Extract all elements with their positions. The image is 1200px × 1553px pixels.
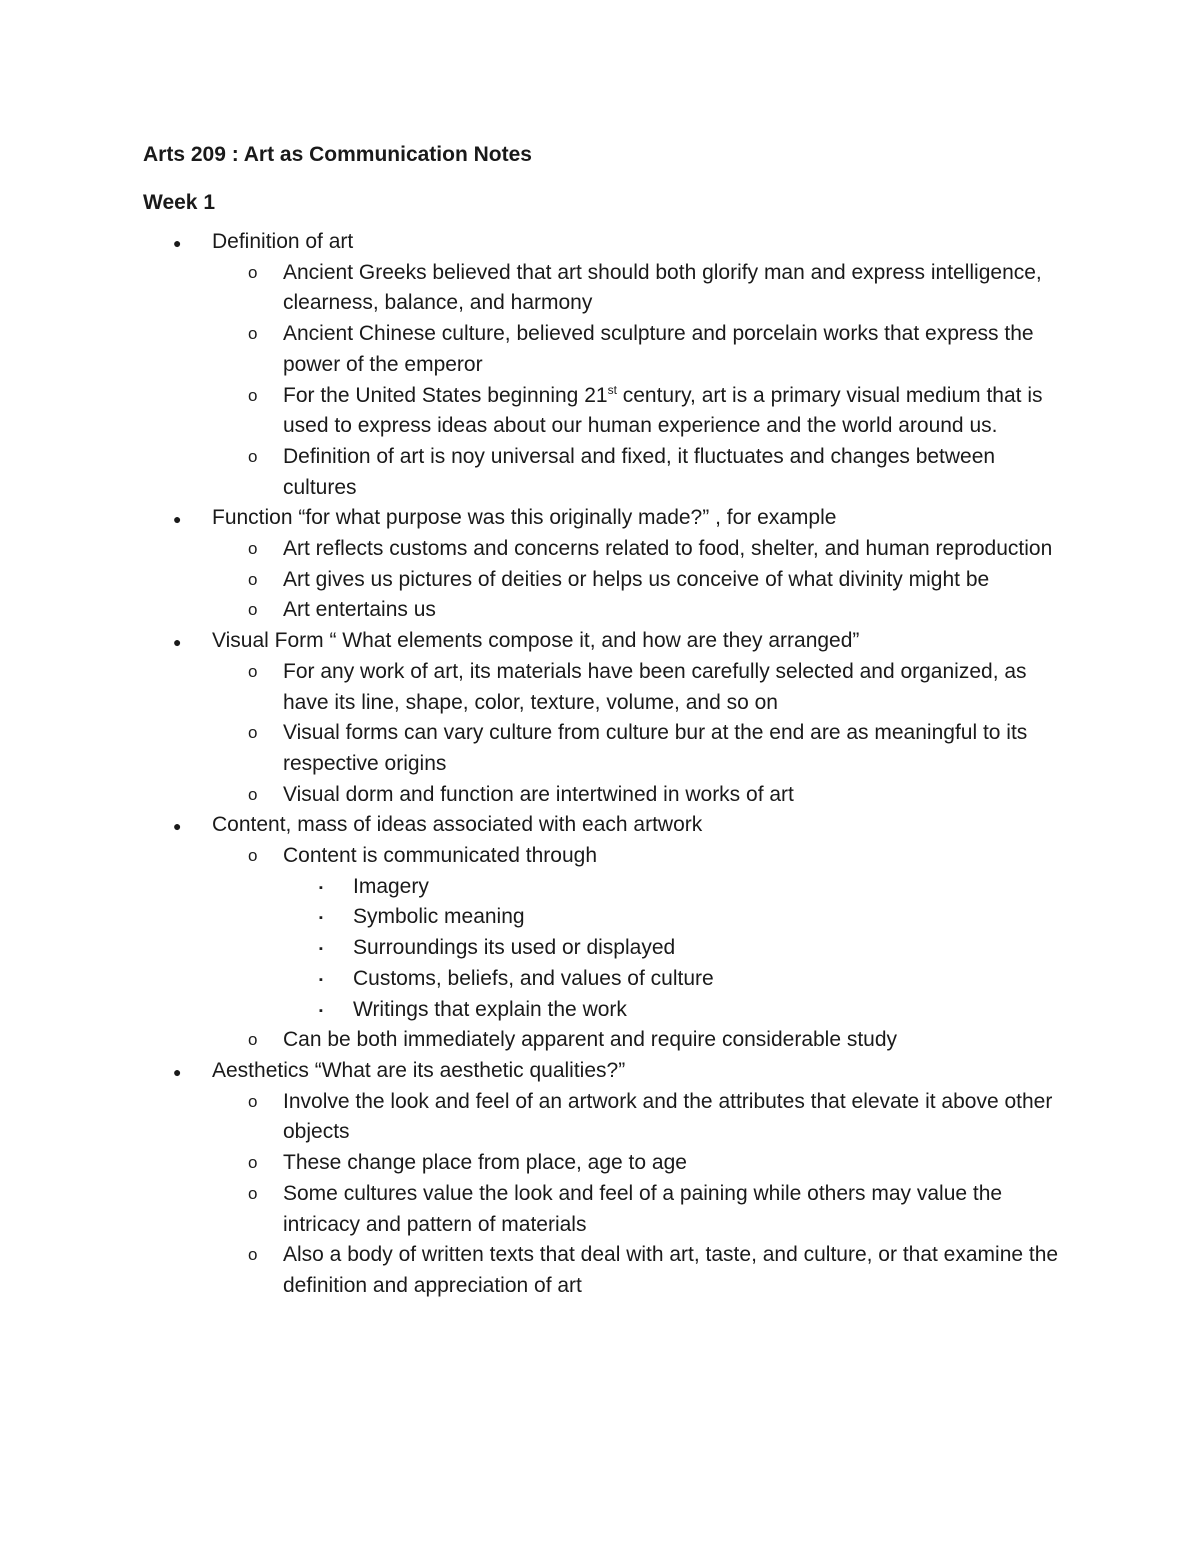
circle-bullet-icon: o xyxy=(248,569,258,589)
circle-bullet-icon: o xyxy=(248,1245,258,1265)
list-item xyxy=(143,1087,1063,1148)
list-item xyxy=(143,1179,1063,1240)
bullet-icon: ● xyxy=(173,511,182,528)
circle-bullet-icon: o xyxy=(248,1030,258,1050)
sub-list xyxy=(143,657,1063,811)
bullet-icon: ● xyxy=(173,818,182,835)
list-item xyxy=(143,626,1063,810)
circle-bullet-icon: o xyxy=(248,324,258,344)
list-item xyxy=(143,810,1063,1056)
circle-bullet-icon: o xyxy=(248,446,258,466)
list-item xyxy=(143,565,1063,596)
circle-bullet-icon: o xyxy=(248,385,258,405)
section-label: Content, mass of ideas associated with each artwork xyxy=(212,813,703,837)
sub-sub-item-text: Imagery xyxy=(353,874,429,898)
sub-sub-list xyxy=(143,872,1063,1026)
sub-item-text: Visual forms can vary culture from culture bur at the end are as meaningful to its respective origins xyxy=(283,721,1028,775)
sub-list xyxy=(143,258,1063,504)
sub-item-text: Art reflects customs and concerns related to food, shelter, and human reproduction xyxy=(283,537,1053,561)
sub-item-text: Ancient Chinese culture, believed sculpture and porcelain works that express the power of the emperor xyxy=(283,322,1034,376)
circle-bullet-icon: o xyxy=(248,784,258,804)
sub-list xyxy=(143,1087,1063,1302)
list-item xyxy=(143,872,1063,903)
circle-bullet-icon: o xyxy=(248,1091,258,1111)
bullet-icon: ● xyxy=(173,1063,182,1080)
sub-item-text: Also a body of written texts that deal with art, taste, and culture, or that examine the definition and appreciation of art xyxy=(283,1243,1059,1297)
list-item xyxy=(143,902,1063,933)
circle-bullet-icon: o xyxy=(248,661,258,681)
square-bullet-icon: ▪ xyxy=(319,1004,323,1017)
square-bullet-icon: ▪ xyxy=(319,912,323,925)
bullet-icon: ● xyxy=(173,235,182,251)
list-item xyxy=(143,841,1063,1025)
sub-item-text: Art entertains us xyxy=(283,598,436,622)
list-item xyxy=(143,595,1063,626)
sub-list xyxy=(143,841,1063,1056)
sub-item-text: Can be both immediately apparent and require considerable study xyxy=(283,1028,898,1052)
list-item xyxy=(143,995,1063,1026)
sub-item-text: Content is communicated through xyxy=(283,844,598,868)
sub-sub-item-text: Customs, beliefs, and values of culture xyxy=(353,966,714,990)
sub-item-text: Art gives us pictures of deities or helps us conceive of what divinity might be xyxy=(283,567,990,591)
circle-bullet-icon: o xyxy=(248,600,258,620)
list-item xyxy=(143,657,1063,718)
sub-item-text: Some cultures value the look and feel of a paining while others may value the intricacy and pattern of materials xyxy=(283,1181,1003,1236)
circle-bullet-icon: o xyxy=(248,1153,258,1173)
section-label: Definition of art xyxy=(212,230,354,253)
square-bullet-icon: ▪ xyxy=(319,973,323,986)
list-item xyxy=(143,381,1063,442)
list-item xyxy=(143,534,1063,565)
sub-item-text: For any work of art, its materials have been carefully selected and organized, as have its line, shape, color, texture, volume, and so on xyxy=(283,659,1027,714)
sub-item-text: Definition of art is noy universal and fixed, it fluctuates and changes between cultures xyxy=(283,444,996,499)
circle-bullet-icon: o xyxy=(248,723,258,743)
bullet-icon: ● xyxy=(173,634,182,651)
ordinal-superscript: st xyxy=(607,382,617,397)
week-heading: Week 1 xyxy=(143,191,215,214)
list-item xyxy=(143,319,1063,380)
document-page xyxy=(143,140,1063,1302)
list-item xyxy=(143,442,1063,503)
list-item xyxy=(143,780,1063,811)
circle-bullet-icon: o xyxy=(248,846,258,866)
sub-item-text: Involve the look and feel of an artwork and the attributes that elevate it above other objects xyxy=(283,1089,1053,1144)
list-item xyxy=(143,258,1063,319)
document-title: Arts 209 : Art as Communication Notes xyxy=(143,143,532,166)
square-bullet-icon: ▪ xyxy=(319,943,323,956)
list-item xyxy=(143,503,1063,626)
list-item xyxy=(143,1025,1063,1056)
list-item xyxy=(143,964,1063,995)
sub-sub-item-text: Surroundings its used or displayed xyxy=(353,936,676,960)
list-item xyxy=(143,933,1063,964)
circle-bullet-icon: o xyxy=(248,539,258,559)
sub-item-text-before: For the United States beginning xyxy=(283,383,585,407)
sub-item-text: Visual dorm and function are intertwined in works of art xyxy=(283,782,794,806)
sub-list xyxy=(143,534,1063,626)
section-label: Function “for what purpose was this originally made?” , for example xyxy=(212,506,837,530)
list-item xyxy=(143,1148,1063,1179)
sub-sub-item-text: Symbolic meaning xyxy=(353,905,525,929)
section-label: Aesthetics “What are its aesthetic qualities?” xyxy=(212,1058,626,1082)
sub-item-text: Ancient Greeks believed that art should both glorify man and express intelligence, clearness, balance, and harmony xyxy=(283,260,1042,315)
circle-bullet-icon: o xyxy=(248,262,258,282)
list-item xyxy=(143,227,1063,503)
sub-item-text-after: century, art is a primary visual medium that is used to express ideas about our human experience and the world around us. xyxy=(283,383,1043,438)
section-label: Visual Form “ What elements compose it, and how are they arranged” xyxy=(212,629,860,653)
outline-list xyxy=(143,227,1063,1302)
sub-item-text: These change place from place, age to age xyxy=(283,1151,687,1175)
list-item xyxy=(143,718,1063,779)
list-item xyxy=(143,1056,1063,1302)
square-bullet-icon: ▪ xyxy=(319,881,323,894)
circle-bullet-icon: o xyxy=(248,1183,258,1203)
sub-sub-item-text: Writings that explain the work xyxy=(353,997,627,1021)
sub-item-number: 21 xyxy=(584,383,608,407)
list-item xyxy=(143,1240,1063,1301)
